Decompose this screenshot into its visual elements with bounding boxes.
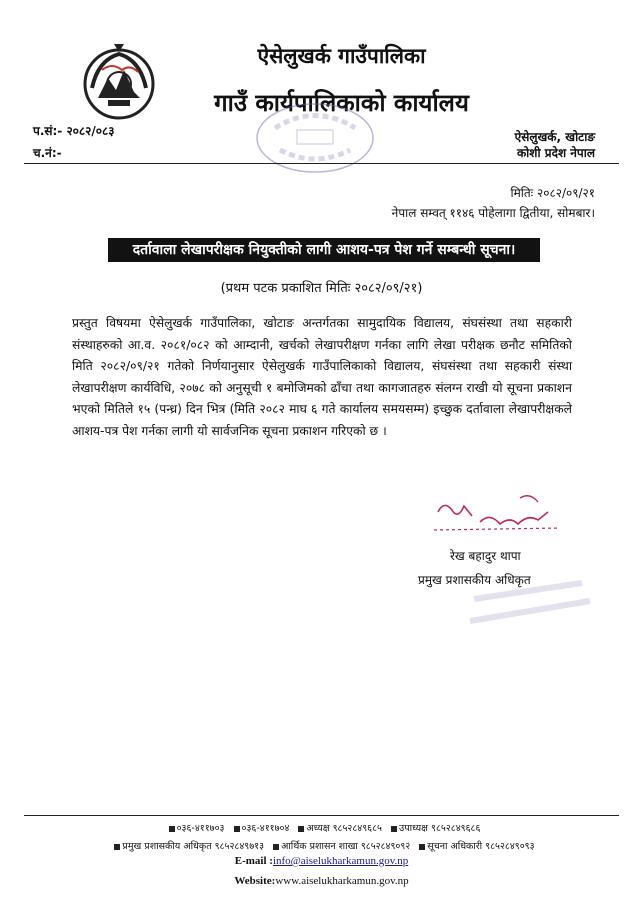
office-name: ऐसेलुखर्क गाउँपालिका: [257, 44, 426, 68]
finance-contact: आर्थिक प्रशासन शाखा ९८५२८४९०९२: [281, 841, 411, 852]
bullet-icon: [273, 844, 279, 850]
office-seal-stamp-icon: [245, 98, 385, 178]
footer-divider: [24, 815, 619, 816]
phone-2: ०३६-४११७०४: [241, 823, 290, 834]
footer-contacts-row2: [0, 839, 643, 852]
bullet-icon: [169, 826, 175, 832]
notice-title: दर्तावाला लेखापरीक्षक नियुक्तीको लागी आशय-पत्र पेश गर्ने सम्बन्धी सूचना।: [108, 238, 540, 262]
reference-number: प.सं:- २०८२/०८३: [33, 124, 115, 138]
bullet-icon: [419, 844, 425, 850]
issue-date: मितिः २०८२/०९/२१: [510, 186, 595, 200]
notice-body: प्रस्तुत विषयमा ऐसेलुखर्क गाउँपालिका, खोटाङ अन्तर्गतका सामुदायिक विद्यालय, संघसंस्था तथा सहकारी संस्थाहरुको आ.व. २०८१/०८२ को आम्दानी, खर्चको लेखापरीक्षण गर्नका लागि लेखा परीक्षक छनौट समितिको मिति २०८२/०९/२१ गतेको निर्णयानुसार ऐसेलुखर्क गाउँपालिकाको विद्यालय, संघसंस्था तथा सहकारी संस्था लेखापरीक्षण कार्यविधि, २०७८ को अनुसूची १ बमोजिमको ढाँचा तथा कागजातहरु संलग्न राखी यो सूचना प्रकाशन भएको मितिले १५ (पन्ध्र) दिन भित्र (मिति २०८२ माघ ६ गते कार्यालय समयसम्म) इच्छुक दर्तावाला लेखापरीक्षकले आशय-पत्र पेश गर्नका लागी यो सार्वजनिक सूचना प्रकाशन गरिएको छ ।: [72, 316, 572, 438]
email-link[interactable]: info@aiselukharkamun.gov.np: [272, 855, 409, 867]
website-link[interactable]: www.aiselukharkamun.gov.np: [275, 875, 409, 887]
published-date: (प्रथम पटक प्रकाशित मितिः २०८२/०९/२१): [220, 281, 423, 296]
phone-1: ०३६-४११७०३: [176, 823, 225, 834]
chair-contact: अध्यक्ष ९८५२८४९६८५: [306, 823, 382, 834]
footer-email: [0, 855, 643, 867]
cao-contact: प्रमुख प्रशासकीय अधिकृत ९८५२८४९७१३: [122, 841, 265, 852]
bullet-icon: [298, 826, 304, 832]
header-divider: [24, 163, 619, 164]
footer-contacts-row1: [0, 821, 643, 834]
info-officer-contact: सूचना अधिकारी ९८५२८४९०९३: [427, 841, 535, 852]
office-title: गाउँ कार्यपालिकाको कार्यालय: [214, 89, 469, 117]
signatory-seal-icon: [462, 573, 602, 633]
email-label: E-mail :: [234, 855, 273, 867]
vice-chair-contact: उपाध्यक्ष ९८५२८४९६८६: [399, 823, 481, 834]
bullet-icon: [114, 844, 120, 850]
website-label: Website:: [234, 875, 276, 887]
office-address-line1: ऐसेलुखर्क, खोटाङ: [514, 130, 595, 144]
nepal-sambat-date: नेपाल सम्वत् ११४६ पोहेलागा द्वितीया, सोमबार।: [391, 206, 595, 220]
bullet-icon: [391, 826, 397, 832]
dispatch-number: च.नं:-: [33, 146, 62, 160]
handwritten-signature-icon: [420, 490, 570, 540]
footer-website: [0, 875, 643, 887]
bullet-icon: [234, 826, 240, 832]
office-address-line2: कोशी प्रदेश नेपाल: [516, 146, 595, 160]
signer-designation: प्रमुख प्रशासकीय अधिकृत: [418, 573, 531, 587]
signer-name: रेख बहादुर थापा: [450, 549, 521, 563]
